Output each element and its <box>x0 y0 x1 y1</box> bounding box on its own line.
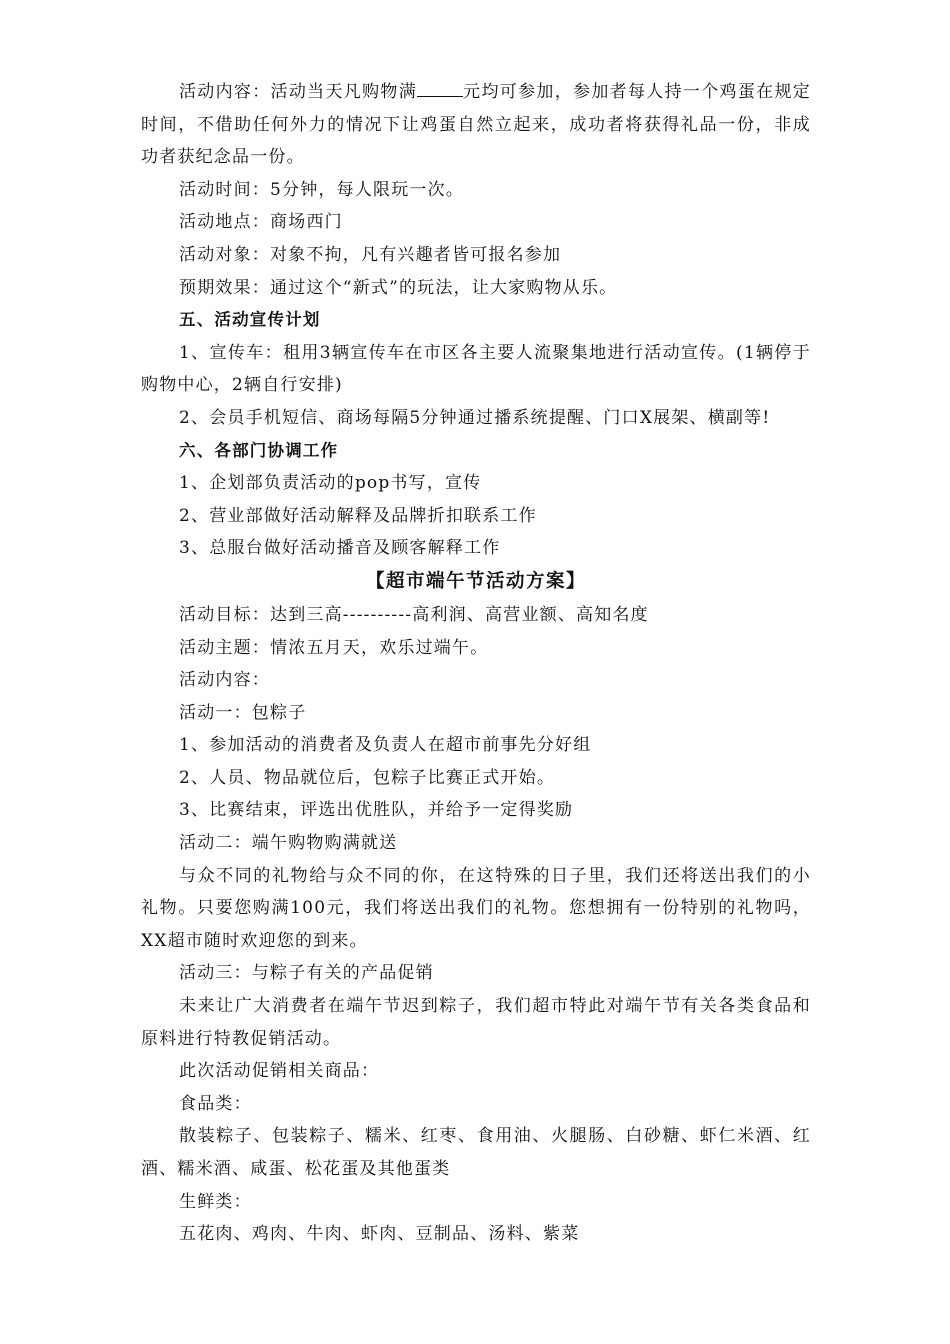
activity-three-description: 未来让广大消费者在端午节迟到粽子，我们超市特此对端午节有关各类食品和原料进行特教促销活动。 <box>141 996 811 1049</box>
document-page <box>141 76 811 1251</box>
fresh-category-items: 五花肉、鸡肉、牛肉、虾肉、豆制品、汤料、紫菜 <box>179 1224 580 1245</box>
activity-one-title: 活动一：包粽子 <box>179 702 307 723</box>
activity-content-paragraph <box>141 76 811 174</box>
amount-blank <box>417 82 463 97</box>
related-products-label: 此次活动促销相关商品： <box>179 1061 380 1082</box>
fresh-category-label: 生鲜类： <box>179 1191 252 1212</box>
activity-location: 活动地点：商场西门 <box>179 212 343 233</box>
activity-theme: 活动主题：情浓五月天，欢乐过端午。 <box>179 637 489 658</box>
coordination-item-2: 2、营业部做好活动解释及品牌折扣联系工作 <box>179 505 537 526</box>
coordination-item-1: 1、企划部负责活动的pop书写，宣传 <box>179 473 482 494</box>
activity-two-title: 活动二：端午购物购满就送 <box>179 833 398 854</box>
activity-target: 活动对象：对象不拘，凡有兴趣者皆可报名参加 <box>179 244 562 265</box>
coordination-item-3: 3、总服台做好活动播音及顾客解释工作 <box>179 538 501 559</box>
food-category-items: 散装粽子、包装粽子、糯米、红枣、食用油、火腿肠、白砂糖、虾仁米酒、红酒、糯米酒、咸蛋、松花蛋及其他蛋类 <box>141 1126 811 1179</box>
activity-goal: 活动目标：达到三高----------高利润、高营业额、高知名度 <box>179 604 649 625</box>
activity-content-label: 活动内容： <box>179 670 270 691</box>
activity-one-step-3: 3、比赛结束，评选出优胜队，并给予一定得奖励 <box>179 800 574 821</box>
expected-effect: 预期效果：通过这个“新式”的玩法，让大家购物从乐。 <box>179 277 618 298</box>
promotion-item-2: 2、会员手机短信、商场每隔5分钟通过播系统提醒、门口X展架、横副等! <box>179 407 771 428</box>
activity-one-step-2: 2、人员、物品就位后，包粽子比赛正式开始。 <box>179 767 556 788</box>
section-heading-coordination: 六、各部门协调工作 <box>179 440 339 460</box>
promotion-item-1: 1、宣传车：租用3辆宣传车在市区各主要人流聚集地进行活动宣传。(1辆停于购物中心，2辆自行安排) <box>141 342 811 396</box>
activity-time: 活动时间：5分钟，每人限玩一次。 <box>179 179 465 200</box>
document-title: 【超市端午节活动方案】 <box>365 570 586 592</box>
activity-two-description: 与众不同的礼物给与众不同的你，在这特殊的日子里，我们还将送出我们的小礼物。只要您购满100元，我们将送出我们的礼物。您想拥有一份特别的礼物吗，XX超市随时欢迎您的到来。 <box>141 865 811 951</box>
activity-content-rest: 元均可参加，参加者每人持一个鸡蛋在规定时间，不借助任何外力的情况下让鸡蛋自然立起来，成功者将获得礼品一份，非成功者获纪念品一份。 <box>141 82 811 168</box>
activity-content-start: 活动内容：活动当天凡购物满 <box>179 82 418 102</box>
section-heading-promotion-plan: 五、活动宣传计划 <box>179 310 321 330</box>
food-category-label: 食品类： <box>179 1093 252 1114</box>
activity-one-step-1: 1、参加活动的消费者及负责人在超市前事先分好组 <box>179 735 592 756</box>
activity-three-title: 活动三：与粽子有关的产品促销 <box>179 963 434 984</box>
